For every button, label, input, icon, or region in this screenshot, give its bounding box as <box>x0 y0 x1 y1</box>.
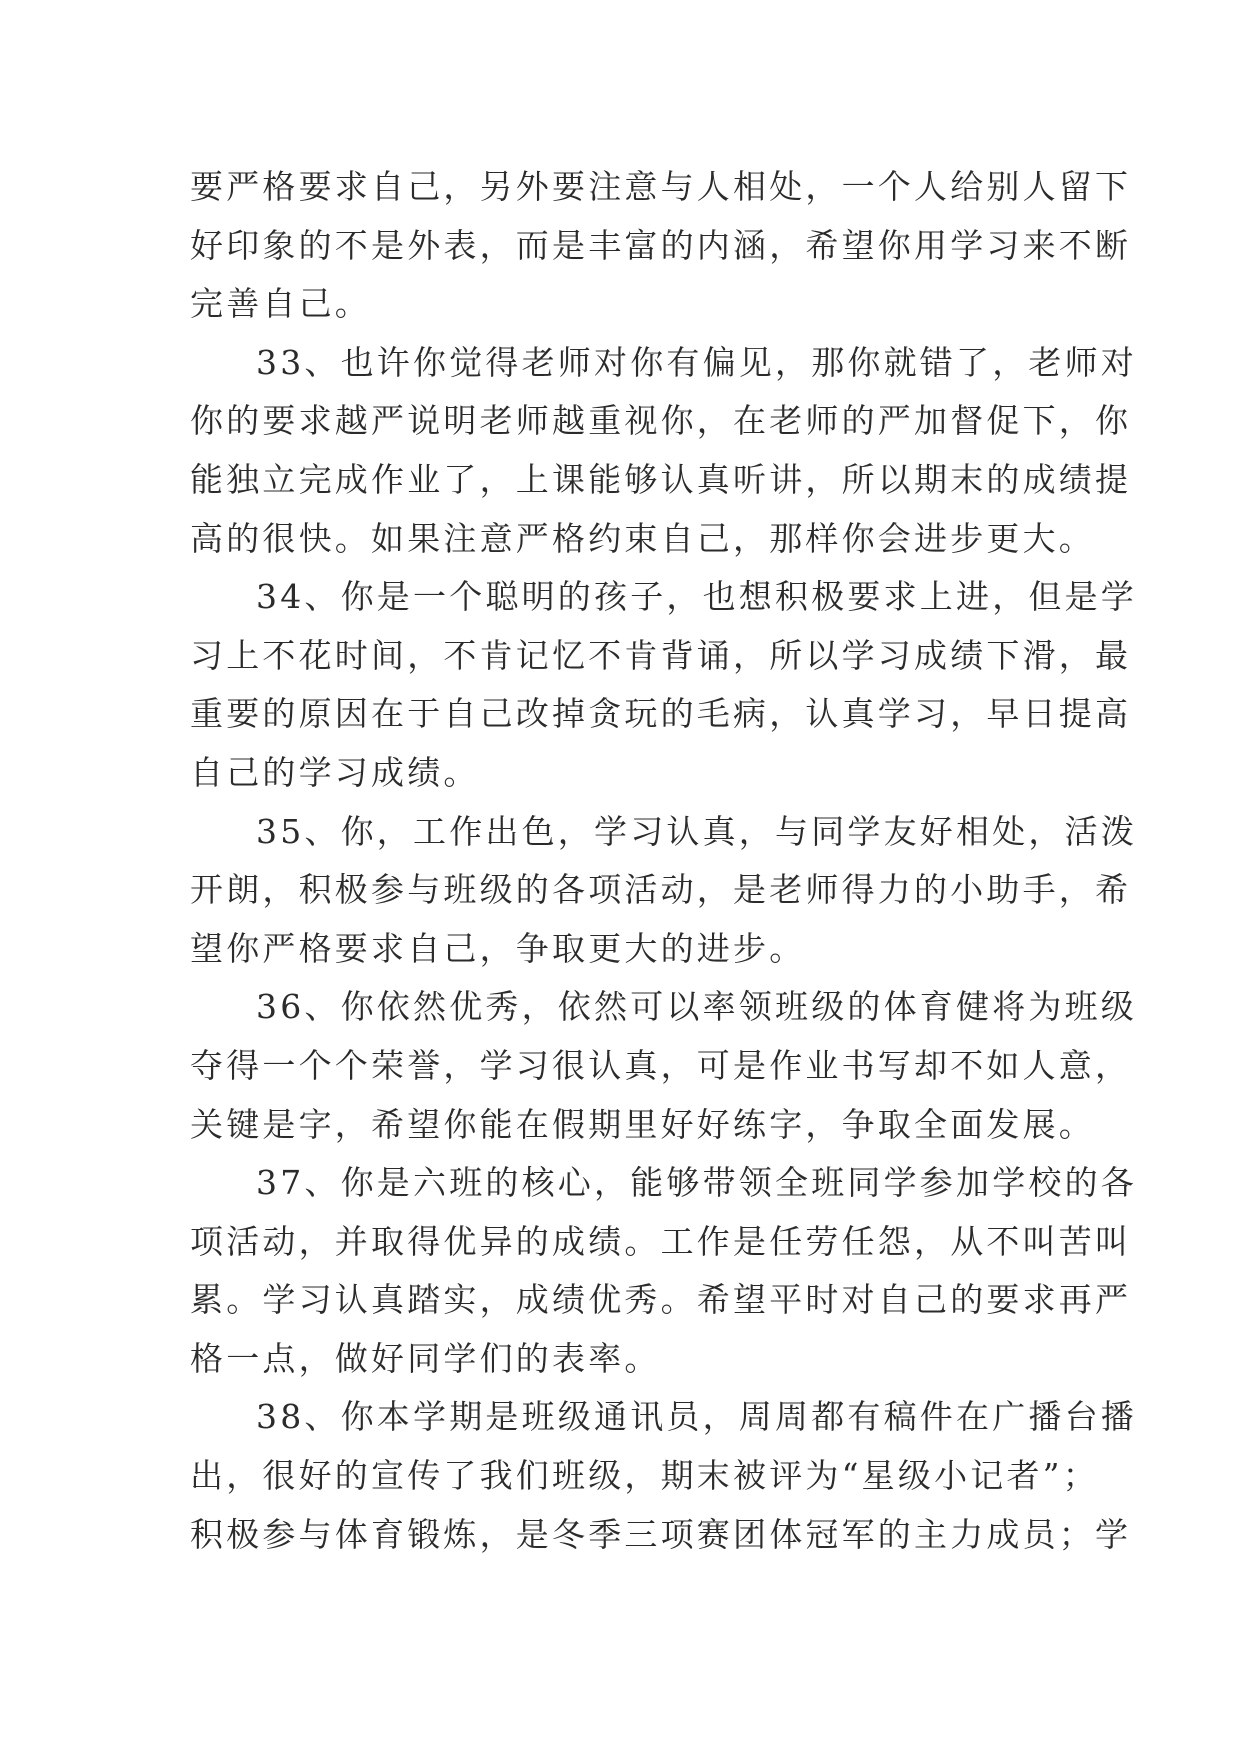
text-line: 开朗，积极参与班级的各项活动，是老师得力的小助手，希 <box>190 870 1132 910</box>
text-line: 你的要求越严说明老师越重视你，在老师的严加督促下，你 <box>190 401 1132 441</box>
text-line: 重要的原因在于自己改掉贪玩的毛病，认真学习，早日提高 <box>190 694 1132 734</box>
paragraph-34 <box>190 568 1137 802</box>
text-line: 夺得一个个荣誉，学习很认真，可是作业书写却不如人意， <box>190 1045 1132 1085</box>
text-line: 出，很好的宣传了我们班级，期末被评为“星级小记者”； <box>190 1456 1099 1496</box>
text-line: 累。学习认真踏实，成绩优秀。希望平时对自己的要求再严 <box>190 1280 1132 1320</box>
text-line: 积极参与体育锻炼，是冬季三项赛团体冠军的主力成员；学 <box>190 1514 1132 1554</box>
text-line: 好印象的不是外表，而是丰富的内涵，希望你用学习来不断 <box>190 225 1132 265</box>
text-line: 高的很快。如果注意严格约束自己，那样你会进步更大。 <box>190 518 1095 558</box>
document-body <box>190 158 1137 1564</box>
text-line: 34、你是一个聪明的孩子，也想积极要求上进，但是学 <box>256 577 1137 617</box>
text-line: 36、你依然优秀，依然可以率领班级的体育健将为班级 <box>256 987 1137 1027</box>
text-line: 望你严格要求自己，争取更大的进步。 <box>190 928 806 968</box>
text-line: 37、你是六班的核心，能够带领全班同学参加学校的各 <box>256 1163 1137 1203</box>
text-line: 格一点，做好同学们的表率。 <box>190 1338 661 1378</box>
text-line: 能独立完成作业了，上课能够认真听讲，所以期末的成绩提 <box>190 459 1132 499</box>
text-line: 35、你，工作出色，学习认真，与同学友好相处，活泼 <box>256 811 1137 851</box>
text-line: 自己的学习成绩。 <box>190 752 480 792</box>
paragraph-continued <box>190 158 1132 334</box>
paragraph-36 <box>190 978 1137 1154</box>
paragraph-35 <box>190 803 1137 979</box>
text-line: 要严格要求自己，另外要注意与人相处，一个人给别人留下 <box>190 167 1132 206</box>
text-line: 38、你本学期是班级通讯员，周周都有稿件在广播台播 <box>256 1397 1137 1437</box>
text-line: 项活动，并取得优异的成绩。工作是任劳任怨，从不叫苦叫 <box>190 1221 1132 1261</box>
text-line: 习上不花时间，不肯记忆不肯背诵，所以学习成绩下滑，最 <box>190 635 1132 675</box>
text-line: 关键是字，希望你能在假期里好好练字，争取全面发展。 <box>190 1104 1095 1144</box>
text-line: 完善自己。 <box>190 284 371 324</box>
text-line: 33、也许你觉得老师对你有偏见，那你就错了，老师对 <box>256 342 1137 382</box>
paragraph-37 <box>190 1154 1137 1388</box>
paragraph-33 <box>190 334 1137 568</box>
paragraph-38 <box>190 1388 1137 1564</box>
